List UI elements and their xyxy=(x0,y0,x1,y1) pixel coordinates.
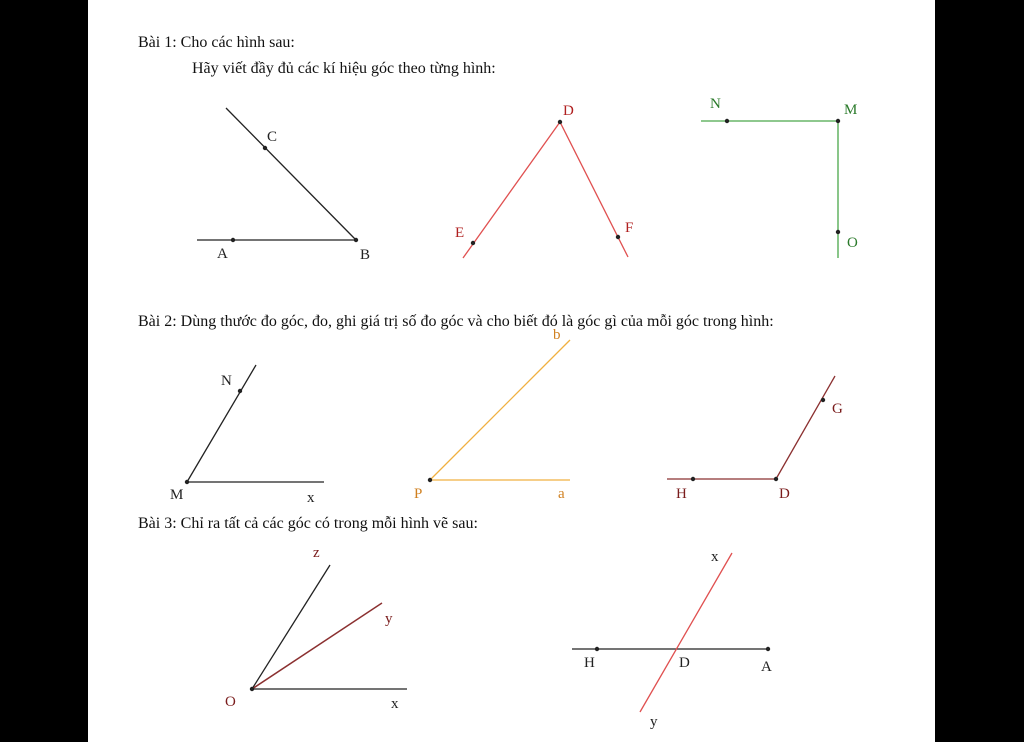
ray-dg xyxy=(776,376,835,479)
label-d: D xyxy=(563,103,574,119)
label-a: a xyxy=(558,486,565,502)
label-x: x xyxy=(307,490,315,506)
ex1-figure-angle-cba xyxy=(197,108,370,263)
point-n xyxy=(238,389,242,393)
ex2-figure-angle-hdg xyxy=(667,376,843,502)
ray-oy xyxy=(252,603,382,689)
point-f xyxy=(616,235,620,239)
label-y: y xyxy=(650,714,658,730)
label-m: M xyxy=(170,487,184,503)
label-o: O xyxy=(847,235,858,251)
label-b: B xyxy=(360,247,371,263)
ray-oz xyxy=(252,565,330,689)
label-e: E xyxy=(455,225,465,241)
line-xy xyxy=(640,553,732,712)
point-a xyxy=(766,647,770,651)
point-h xyxy=(595,647,599,651)
ray-de xyxy=(463,122,560,258)
label-m: M xyxy=(844,102,858,118)
label-n: N xyxy=(710,96,721,112)
label-d: D xyxy=(679,655,690,671)
label-a: A xyxy=(217,246,228,262)
label-p: P xyxy=(414,486,423,502)
point-c xyxy=(263,146,267,150)
ray-pb xyxy=(430,340,570,480)
label-h: H xyxy=(584,655,595,671)
ex1-figure-angle-nmo xyxy=(701,96,858,258)
exercise1-title: Bài 1: Cho các hình sau: xyxy=(138,34,295,51)
point-d xyxy=(558,120,562,124)
point-o xyxy=(250,687,254,691)
point-d xyxy=(774,477,778,481)
label-g: G xyxy=(832,401,843,417)
label-c: C xyxy=(267,129,278,145)
ray-bc xyxy=(226,108,356,240)
point-g xyxy=(821,398,825,402)
point-h xyxy=(691,477,695,481)
exercise2-title: Bài 2: Dùng thước đo góc, đo, ghi giá trị số đo góc và cho biết đó là góc gì của mỗi góc trong hình: xyxy=(138,313,774,330)
label-b: b xyxy=(553,327,561,343)
exercise1-instruction: Hãy viết đầy đủ các kí hiệu góc theo từng hình: xyxy=(192,60,496,77)
point-b xyxy=(354,238,358,242)
label-f: F xyxy=(625,220,634,236)
label-n: N xyxy=(221,373,232,389)
ex3-figure-three-rays xyxy=(225,545,407,712)
point-e xyxy=(471,241,475,245)
label-z: z xyxy=(313,545,320,561)
point-o xyxy=(836,230,840,234)
ex1-figure-angle-edf xyxy=(455,103,633,258)
ex3-figure-intersecting-lines xyxy=(572,549,772,730)
label-d: D xyxy=(779,486,790,502)
point-m xyxy=(836,119,840,123)
exercise3-title: Bài 3: Chỉ ra tất cả các góc có trong mỗi hình vẽ sau: xyxy=(138,515,478,532)
label-o: O xyxy=(225,694,236,710)
ex2-figure-angle-nmx xyxy=(170,365,324,506)
label-h: H xyxy=(676,486,687,502)
label-y: y xyxy=(385,611,393,627)
point-p xyxy=(428,478,432,482)
label-x: x xyxy=(391,696,399,712)
point-n xyxy=(725,119,729,123)
point-m xyxy=(185,480,189,484)
ex2-figure-angle-bpa xyxy=(414,327,570,502)
label-x: x xyxy=(711,549,719,565)
point-a xyxy=(231,238,235,242)
label-a: A xyxy=(761,659,772,675)
